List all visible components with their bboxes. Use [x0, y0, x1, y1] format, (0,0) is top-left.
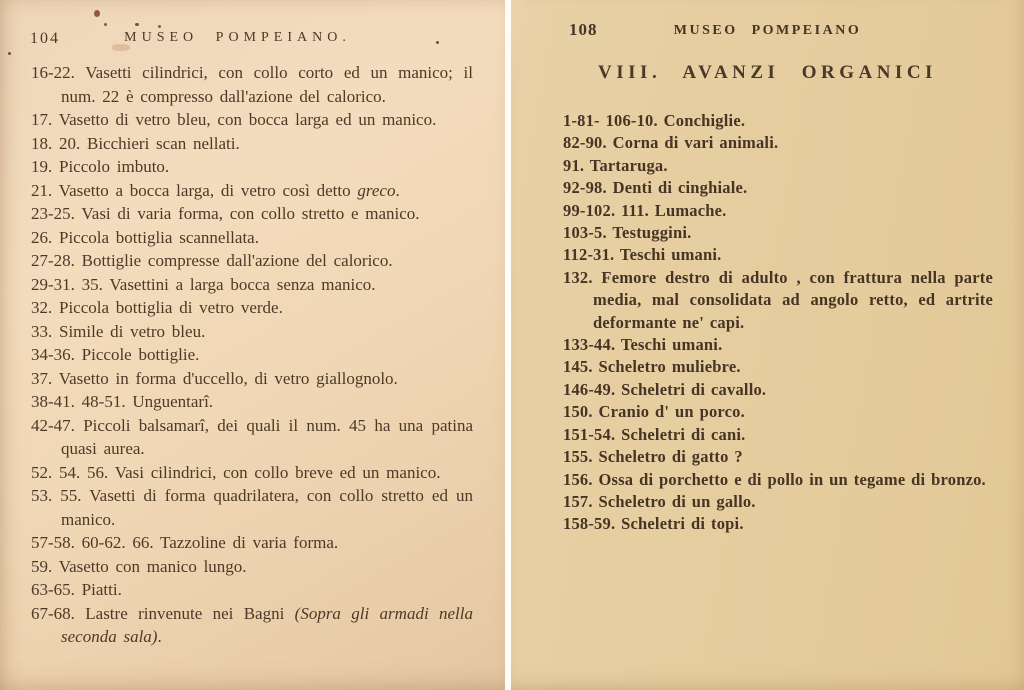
catalog-entry [31, 343, 473, 367]
catalog-entry [563, 222, 993, 244]
entry-number: 91. [563, 155, 585, 175]
entry-number: 27-28. [31, 251, 75, 270]
catalog-entry [31, 555, 473, 579]
entry-number: 32. [31, 298, 53, 317]
entry-number: 57-58. 60-62. 66. [31, 533, 154, 552]
entry-number: 38-41. 48-51. [31, 392, 126, 411]
catalog-entry [31, 414, 473, 461]
catalog-entry [31, 578, 473, 602]
entry-text: Vasettini a larga bocca senza manico. [109, 274, 376, 294]
entry-text: Teschi umani. [619, 245, 722, 265]
catalog-entry [563, 132, 993, 154]
catalog-entry [31, 484, 473, 531]
entry-number: 19. [31, 157, 53, 176]
catalog-entry [563, 200, 993, 222]
entry-number: 99-102. 111. [563, 200, 649, 220]
entry-text: Teschi umani. [620, 335, 723, 355]
entry-text: Tartaruga. [589, 155, 668, 175]
entry-number: 133-44. [563, 335, 616, 355]
entry-text: Simile di vetro bleu. [59, 321, 206, 341]
running-header: MUSEO POMPEIANO. [124, 30, 351, 45]
right-page [511, 0, 1024, 690]
catalog-entry [31, 273, 473, 297]
entry-text: Vasetto in forma d'uccello, di vetro giallognolo. [58, 368, 398, 388]
entry-text: Unguentarî. [132, 392, 214, 411]
entry-number: 63-65. [31, 580, 75, 599]
catalog-entry [563, 155, 993, 177]
entry-text: Piccolo imbuto. [59, 157, 170, 176]
entry-text: Scheletro di gatto ? [598, 447, 743, 467]
left-page-header [0, 26, 505, 50]
entry-text: Scheletro muliebre. [598, 357, 741, 377]
entry-text: Bicchieri scan nellati. [87, 133, 240, 153]
catalog-entry [563, 356, 993, 378]
catalog-entry [31, 249, 473, 273]
catalog-entry [31, 296, 473, 320]
catalog-entry [563, 491, 993, 513]
entry-number: 157. [563, 491, 593, 511]
entry-text: Piccola bottiglia di vetro verde. [59, 298, 283, 317]
entry-number: 53. 55. [31, 486, 82, 505]
entry-text: Piccole bottiglie. [81, 345, 200, 364]
catalog-entry [563, 513, 993, 535]
entry-number: 33. [31, 321, 53, 341]
entry-number: 155. [563, 447, 593, 467]
entry-number: 34-36. [31, 345, 75, 364]
entry-number: 26. [31, 227, 53, 247]
entry-text: Ossa di porchetto e di pollo in un tegame di bronzo. [598, 469, 986, 489]
right-page-header [511, 18, 1024, 42]
entry-number: 150. [563, 402, 593, 422]
catalog-entry [563, 379, 993, 401]
catalog-entry [31, 461, 473, 485]
catalog-entry [31, 390, 473, 414]
catalog-entry [563, 177, 993, 199]
catalog-entry [31, 226, 473, 250]
catalog-entry [563, 401, 993, 423]
entry-number: 103-5. [563, 223, 607, 243]
entry-number: 132. [563, 267, 593, 287]
entry-text: Cranio d' un porco. [598, 402, 745, 422]
entry-text: Tazzoline di varia forma. [160, 533, 339, 552]
entry-text: Corna di vari animali. [612, 133, 779, 153]
section-title: VIII. AVANZI ORGANICI [598, 62, 937, 83]
catalog-entry [31, 602, 473, 649]
entry-number: 23-25. [31, 204, 75, 223]
entry-text: Scheletri di cani. [621, 424, 746, 444]
entry-text: Testuggini. [612, 223, 692, 243]
entry-text-italic: (Sopra gli armadi nella seconda sala) [61, 603, 473, 646]
entry-text: Vasetto con manico lungo. [58, 556, 247, 576]
entry-number: 112-31. [563, 245, 615, 265]
entry-text: Piatti. [81, 580, 122, 599]
entry-text-italic: greco [357, 180, 396, 200]
entry-text: Bottiglie compresse dall'azione del calorico. [81, 251, 393, 270]
catalog-entry [31, 132, 473, 156]
entry-text: Vasetti di forma quadrilatera, con collo stretto ed un manico. [61, 486, 473, 529]
entry-text: Vasetti cilindrici, con collo corto ed un manico; il num. 22 è compresso dall'azione del calorico. [61, 63, 473, 106]
entry-text: Vasetto a bocca larga, di vetro così detto [58, 180, 358, 200]
entry-number: 18. 20. [31, 133, 81, 153]
entry-number: 59. [31, 556, 53, 576]
catalog-entry [31, 179, 473, 203]
entries-list [563, 110, 993, 536]
entry-text: Denti di cinghiale. [612, 178, 748, 198]
entry-text: Lastre rinvenute nei Bagni [85, 603, 295, 623]
ink-speck [8, 52, 11, 55]
catalog-entry [563, 267, 993, 334]
catalog-entry [31, 61, 473, 108]
catalog-entry [31, 367, 473, 391]
entry-text: Conchiglie. [663, 111, 746, 130]
running-header: MUSEO POMPEIANO [673, 23, 862, 38]
entry-number: 92-98. [563, 178, 607, 198]
ink-speck [94, 10, 100, 17]
catalog-entry [563, 110, 993, 132]
page-number: 108 [569, 20, 598, 39]
entry-number: 156. [563, 469, 593, 489]
catalog-entry [563, 334, 993, 356]
entry-number: 146-49. [563, 379, 616, 399]
entry-number: 52. 54. 56. [31, 462, 109, 482]
entry-number: 145. [563, 357, 593, 377]
entry-text: . [395, 180, 400, 200]
entry-text: Scheletri di cavallo. [621, 379, 767, 399]
entry-text: Vasi cilindrici, con collo breve ed un manico. [114, 462, 441, 482]
catalog-entry [31, 202, 473, 226]
entry-text: Piccola bottiglia scannellata. [59, 227, 259, 247]
catalog-entry [31, 320, 473, 344]
entry-text: Vasetto di vetro bleu, con bocca larga ed un manico. [58, 110, 437, 129]
left-page [0, 0, 505, 690]
entry-text: Femore destro di adulto , con frattura nella parte media, mal consolidata ad angolo retto, ed artrite deformante ne' capi. [593, 267, 993, 332]
entry-text: Scheletro di un gallo. [598, 491, 756, 511]
entry-number: 37. [31, 368, 53, 388]
entry-number: 151-54. [563, 424, 616, 444]
catalog-entry [31, 155, 473, 179]
entry-number: 42-47. [31, 415, 75, 435]
entry-number: 17. [31, 110, 53, 129]
page-number: 104 [30, 30, 60, 47]
catalog-entry [563, 424, 993, 446]
entry-number: 21. [31, 180, 53, 200]
entry-text: . [157, 627, 162, 646]
entry-number: 1-81- 106-10. [563, 111, 658, 130]
catalog-entry [563, 446, 993, 468]
catalog-entry [563, 244, 993, 266]
catalog-entry [31, 108, 473, 132]
entry-number: 16-22. [31, 63, 75, 82]
entry-number: 158-59. [563, 514, 616, 534]
entries-list [31, 61, 473, 649]
catalog-entry [563, 469, 993, 491]
entry-number: 29-31. 35. [31, 274, 103, 294]
entry-text: Vasi di varia forma, con collo stretto e manico. [81, 204, 420, 223]
entry-number: 82-90. [563, 133, 607, 153]
entry-number: 67-68. [31, 603, 75, 623]
entry-text: Scheletri di topi. [621, 514, 744, 534]
catalog-entry [31, 531, 473, 555]
entry-text: Piccoli balsamarî, dei quali il num. 45 ha una patina quasi aurea. [61, 415, 474, 458]
entry-text: Lumache. [654, 200, 727, 220]
